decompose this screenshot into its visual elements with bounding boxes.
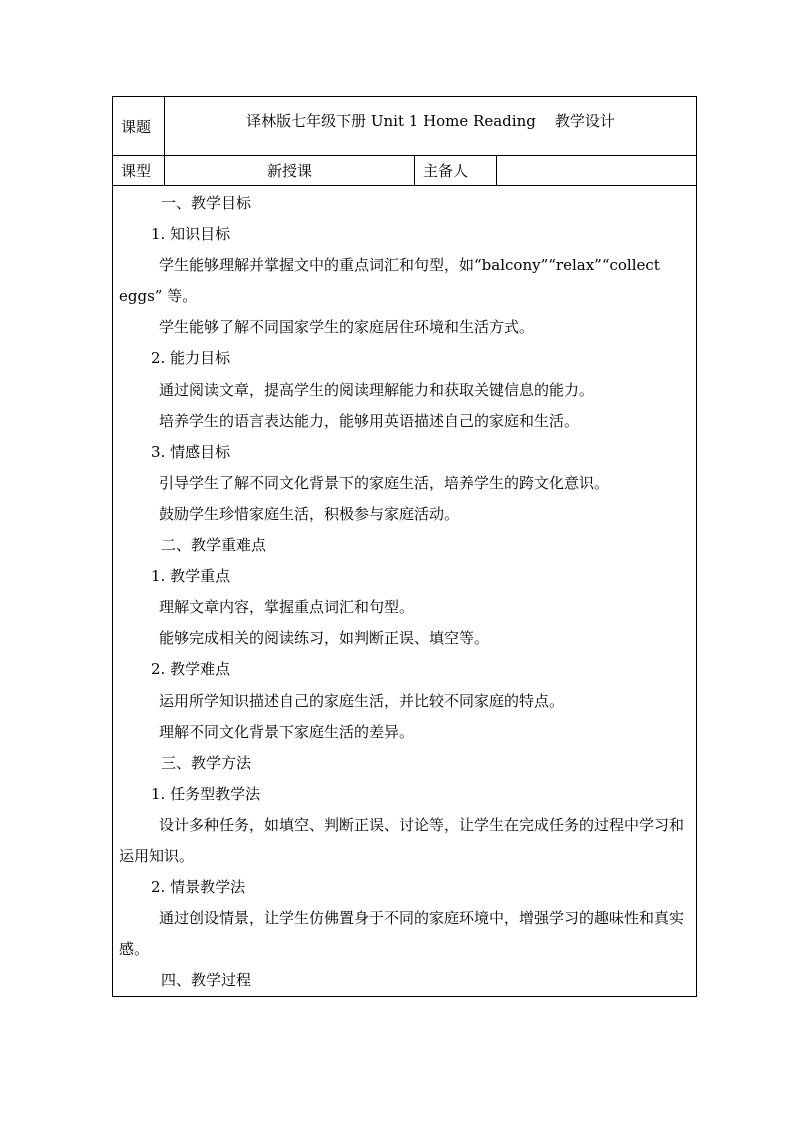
content-line: 学生能够理解并掌握文中的重点词汇和句型，如“balcony”“relax”“collect eggs” 等。 (119, 256, 660, 306)
content-line: 设计多种任务，如填空、判断正误、讨论等，让学生在完成任务的过程中学习和运用知识。 (119, 815, 685, 865)
content-line: 三、教学方法 (161, 753, 252, 772)
topic-label: 课题 (113, 97, 165, 156)
type-row (113, 156, 697, 186)
content-line: 通过创设情景，让学生仿佛置身于不同的家庭环境中，增强学习的趣味性和真实感。 (119, 909, 685, 959)
content-line: 二、教学重难点 (161, 536, 267, 555)
content-line: 能够完成相关的阅读练习，如判断正误、填空等。 (159, 629, 490, 648)
content-line: 2. 教学难点 (151, 660, 231, 679)
content-row (113, 186, 697, 997)
preparer-value (497, 156, 697, 186)
content-line: 一、教学目标 (161, 194, 252, 212)
content-line: 运用所学知识描述自己的家庭生活，并比较不同家庭的特点。 (159, 691, 565, 710)
content-cell (113, 186, 697, 997)
content-body (119, 186, 690, 996)
type-value: 新授课 (165, 156, 415, 186)
content-line: 鼓励学生珍惜家庭生活，积极参与家庭活动。 (159, 504, 460, 523)
content-line: 1. 教学重点 (151, 567, 231, 586)
content-line: 学生能够了解不同国家学生的家庭居住环境和生活方式。 (159, 318, 535, 337)
type-label: 课型 (113, 156, 165, 186)
content-line: 2. 能力目标 (151, 349, 231, 368)
content-line: 理解不同文化背景下家庭生活的差异。 (159, 722, 415, 741)
content-line: 1. 任务型教学法 (151, 784, 261, 803)
lesson-plan-table (112, 96, 697, 997)
content-line: 2. 情景教学法 (151, 878, 246, 897)
content-line: 理解文章内容，掌握重点词汇和句型。 (159, 598, 415, 617)
title-row (113, 97, 697, 156)
document-title: 译林版七年级下册 Unit 1 Home Reading 教学设计 (246, 111, 615, 130)
content-line: 3. 情感目标 (151, 442, 231, 461)
content-line: 培养学生的语言表达能力，能够用英语描述自己的家庭和生活。 (159, 411, 580, 430)
content-line: 四、教学过程 (161, 971, 252, 990)
content-line: 引导学生了解不同文化背景下的家庭生活，培养学生的跨文化意识。 (159, 473, 610, 492)
content-line: 1. 知识目标 (151, 225, 231, 244)
topic-value-cell (165, 97, 697, 156)
preparer-label: 主备人 (415, 156, 497, 186)
content-line: 通过阅读文章，提高学生的阅读理解能力和获取关键信息的能力。 (159, 380, 595, 399)
